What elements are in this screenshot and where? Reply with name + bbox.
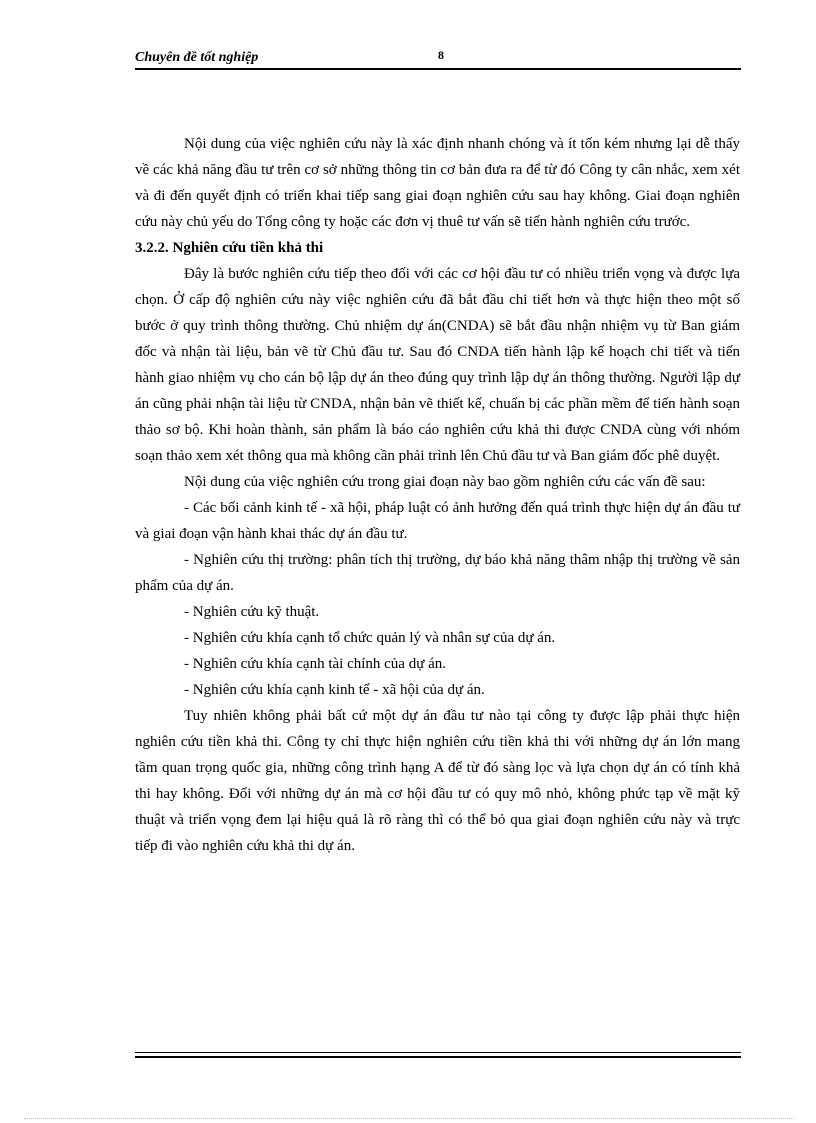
list-item: - Các bối cảnh kinh tế - xã hội, pháp luật có ảnh hưởng đến quá trình thực hiện dự án đầu tư và giai đoạn vận hành khai thác dự án đầu tư.: [135, 500, 740, 542]
section-heading: 3.2.2. Nghiên cứu tiền khả thi: [135, 240, 324, 256]
list-item: - Nghiên cứu thị trường: phân tích thị trường, dự báo khả năng thâm nhập thị trường về sản phẩm của dự án.: [135, 552, 740, 594]
page-number: 8: [438, 48, 444, 62]
page-header: [135, 48, 740, 70]
header-title: Chuyên đề tốt nghiệp: [135, 50, 259, 65]
paragraph-2: Đây là bước nghiên cứu tiếp theo đối với các cơ hội đầu tư có nhiều triển vọng và được lựa chọn. Ở cấp độ nghiên cứu này việc nghiên cứu đã bắt đầu chi tiết hơn và thực hiện theo một số bước ở quy trình thông thường. Chủ nhiệm dự án(CNDA) sẽ bắt đầu nhận nhiệm vụ từ Ban giám đốc và nhận tài liệu, bản vẽ từ Chủ đầu tư. Sau đó CNDA tiến hành lập kế hoạch chi tiết và tiến hành giao nhiệm vụ cho cán bộ lập dự án theo đúng quy trình lập dự án thông thường. Người lập dự án cũng phải nhận tài liệu từ CNDA, nhận bản vẽ thiết kế, chuẩn bị các phần mềm để tiến hành soạn thảo sơ bộ. Khi hoàn thành, sản phẩm là báo cáo nghiên cứu khả thi được CNDA cùng với nhóm soạn thảo xem xét thông qua mà không cần phải trình lên Chủ đầu tư và Ban giám đốc phê duyệt.: [135, 266, 740, 464]
header-rule: [135, 68, 741, 70]
list-item: - Nghiên cứu khía cạnh tài chính của dự án.: [184, 656, 447, 672]
footer-rule-inner: [135, 1057, 741, 1058]
list-item: - Nghiên cứu khía cạnh tổ chức quản lý và nhân sự của dự án.: [184, 630, 556, 646]
paragraph-3: Nội dung của việc nghiên cứu trong giai đoạn này bao gồm nghiên cứu các vấn đề sau:: [184, 474, 706, 490]
paragraph-4: Tuy nhiên không phải bất cứ một dự án đầu tư nào tại công ty được lập phải thực hiện nghiên cứu tiền khả thi. Công ty chỉ thực hiện nghiên cứu tiền khả thi với những dự án lớn mang tầm quan trọng quốc gia, những công trình hạng A để từ đó sàng lọc và lựa chọn dự án có tính khả thi hay không. Đối với những dự án mà cơ hội đầu tư có quy mô nhỏ, không phức tạp về mặt kỹ thuật và triển vọng đem lại hiệu quả là rõ ràng thì có thể bỏ qua giai đoạn nghiên cứu này và trực tiếp đi vào nghiên cứu khả thi dự án.: [135, 708, 740, 854]
page-bottom-edge: [24, 1118, 794, 1119]
document-body: [135, 131, 740, 859]
list-item: - Nghiên cứu khía cạnh kinh tế - xã hội của dự án.: [184, 682, 485, 698]
list-item: - Nghiên cứu kỹ thuật.: [184, 604, 320, 620]
paragraph-1: Nội dung của việc nghiên cứu này là xác định nhanh chóng và ít tốn kém nhưng lại dễ thấy về các khả năng đầu tư trên cơ sở những thông tin cơ bản đưa ra để từ đó Công ty cân nhắc, xem xét và đi đến quyết định có triển khai tiếp sang giai đoạn nghiên cứu sau hay không. Giai đoạn nghiên cứu này chủ yếu do Tổng công ty hoặc các đơn vị thuê tư vấn sẽ tiến hành nghiên cứu trước.: [135, 136, 740, 230]
